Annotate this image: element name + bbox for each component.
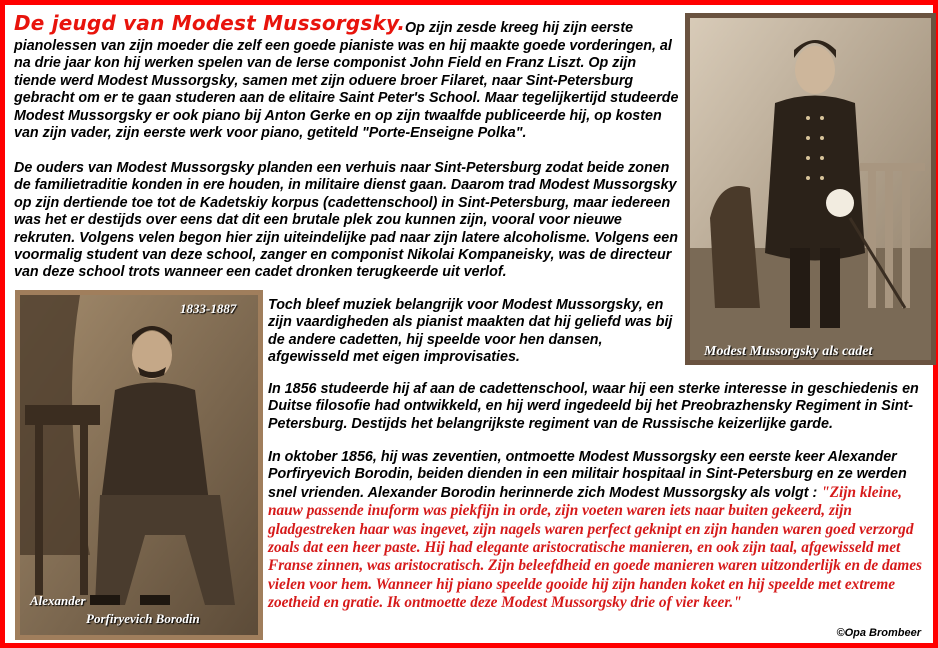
borodin-caption-first-name: Alexander — [30, 593, 86, 608]
borodin-portrait-image — [20, 295, 258, 635]
copyright-credit: ©Opa Brombeer — [836, 627, 921, 639]
paragraph-music: Toch bleef muziek belangrijk voor Modest Mussorgsky, en zijn vaardigheden als pianist maakten dat hij geliefd was bij de andere cadetten, hij speelde voor hen dansen, afgewisseld met eigen improvisaties. — [268, 297, 673, 366]
cadet-photo — [685, 13, 936, 365]
borodin-caption-full-name: Porfiryevich Borodin — [86, 611, 200, 626]
paragraph-borodin-meeting — [268, 449, 933, 613]
borodin-photo — [15, 290, 263, 640]
borodin-quote: "Zijn kleine, nauw passende inuform was piekfijn in orde, zijn voeten waren iets naar buiten gekeerd, zijn gladgestreken haar was ingevet, zijn nagels waren perfect geknipt en zijn handen waren goed verzorgd zoals dat een heer paste. Hij had elegante aristocratische manieren, en ook zijn taal, afgewisseld met Franse zinnen, was aristocratisch. Zijn beleefdheid en goede manieren waren uitzonderlijk en de dames vielen voor hem. Wanneer hij piano speelde gooide hij zijn handen koket en hij speelde met extreme zoetheid en gratie. Ik ontmoette deze Modest Mussorgsky drie of vier keer." — [268, 483, 922, 612]
borodin-years: 1833-1887 — [180, 301, 237, 316]
paragraph-piano-lessons: pianolessen van zijn moeder die zelf een goede pianiste was en hij maakte goede vorderingen, al na drie jaar kon hij werken spelen van de Ierse componist John Field en Franz Liszt. Op zijn tiende werd Modest Mussorgsky, samen met zijn oduere broer Filaret, naar Sint-Petersburg gebracht om er te gaan studeren aan de elitaire Saint Peter's School. Maar tegelijkertijd studeerde Modest Mussorgsky er ook piano bij Anton Gerke en op zijn twaalfde publiceerde hij, op kosten van zijn vader, zijn eerste werk voor piano, getiteld "Porte-Enseigne Polka". — [14, 38, 679, 142]
paragraph-cadet-school: De ouders van Modest Mussorgsky planden een verhuis naar Sint-Petersburg zodat beide zonen de familietraditie konden in ere houden, in militaire dienst gaan. Daarom trad Modest Mussorgsky op zijn dertiende toe tot de Kadetskiy korpus (cadettenschool) in Sint-Petersburg, maar iedereen was het er destijds over eens dat dit een brutale plek zou kunnen zijn, vooral voor nieuwe rekruten. Volgens velen begon hier zijn uiteindelijke pad naar zijn latere alcoholisme. Volgens een voormalig student van deze school, zanger en componist Nikolai Kompaneisky, was de directeur van deze school trots wanneer een cadet dronken terugkeerde uit verlof. — [14, 160, 678, 281]
page-title: De jeugd van Modest Mussorgsky. — [14, 11, 406, 35]
paragraph-graduation: In 1856 studeerde hij af aan de cadettenschool, waar hij een sterke interesse in geschiedenis en Duitse filosofie had ontwikkeld, en hij werd ingedeeld bij het Preobrazhensky Regiment in Sint-Petersburg. Destijds het belangrijkste regiment van de Russische keizerlijke garde. — [268, 381, 919, 432]
meeting-text: In oktober 1856, hij was zeventien, ontmoette Modest Mussorgsky een eerste keer Alexander Porfiryevich Borodin, beiden dienden in een militair hospitaal in Sint-Petersburg en ze werden snel vrienden. Alexander Borodin herinnerde zich Modest Mussorgsky als volgt : — [268, 449, 907, 501]
intro-text: Op zijn zesde kreeg hij zijn eerste — [405, 20, 634, 36]
cadet-portrait-image — [690, 18, 931, 360]
cadet-photo-caption: Modest Mussorgsky als cadet — [704, 344, 873, 359]
